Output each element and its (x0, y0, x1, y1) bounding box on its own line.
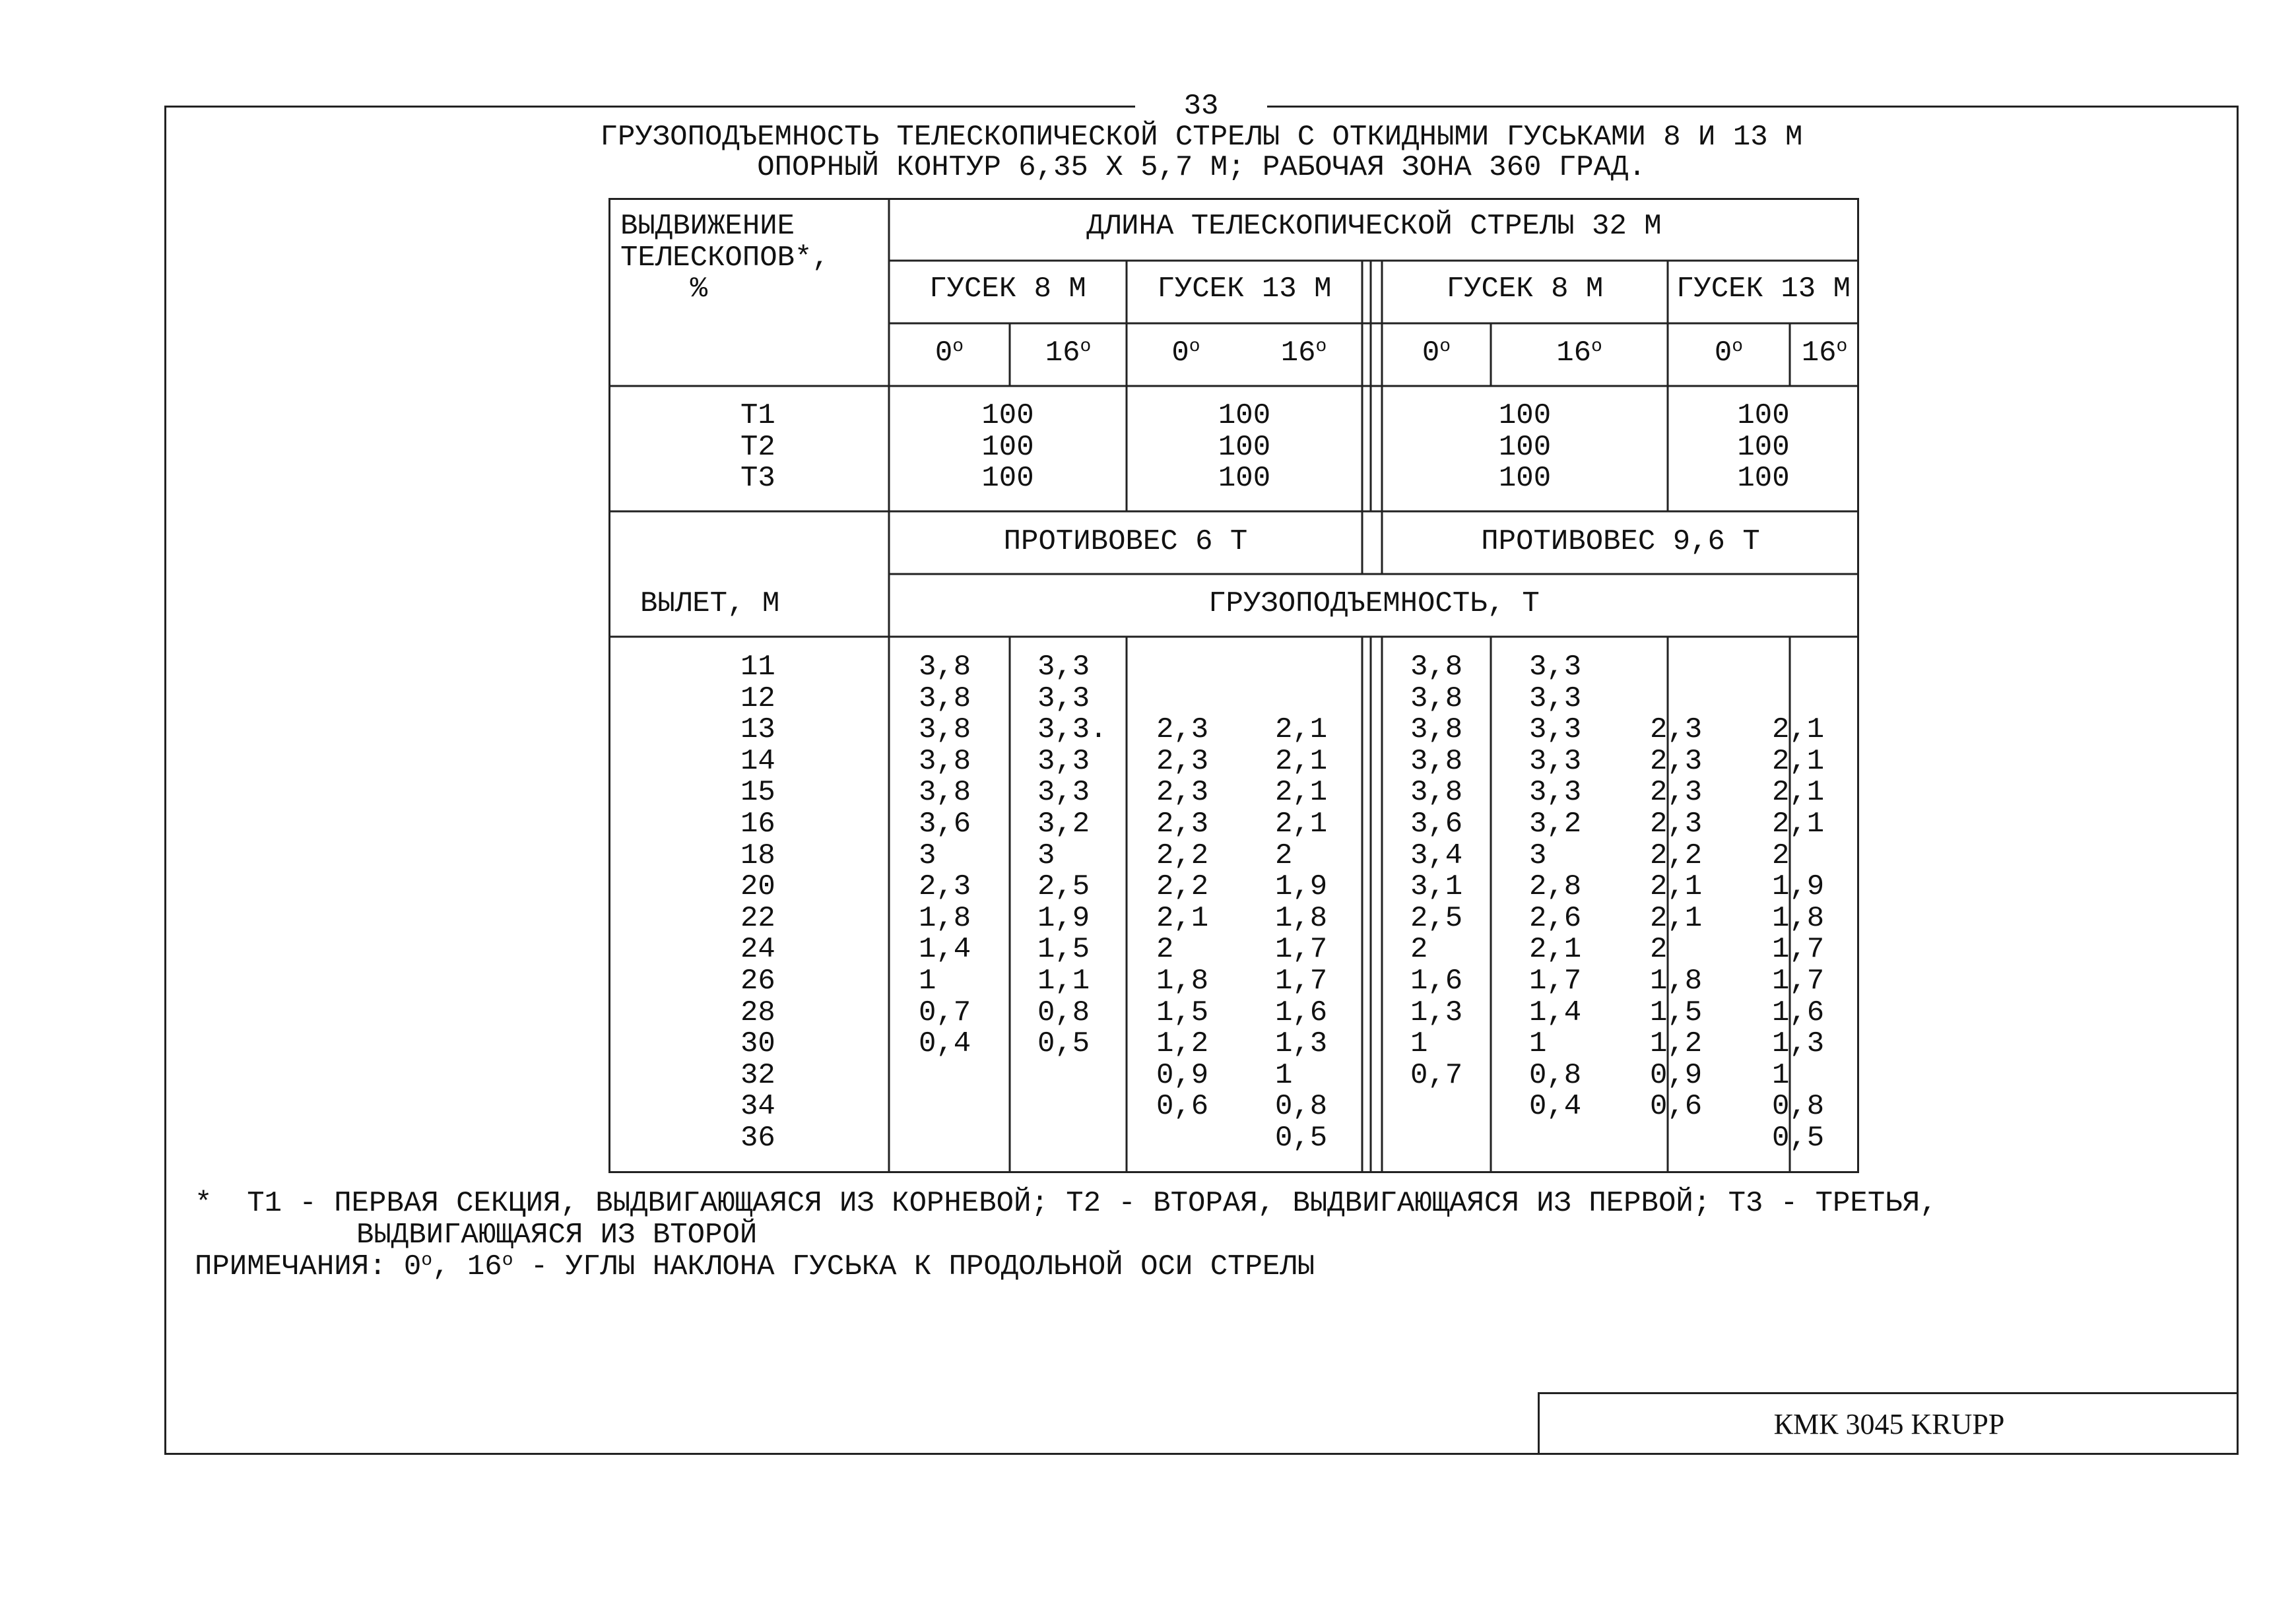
jib-8-label: ГУСЕК 8 М (929, 272, 1086, 305)
title-block-stamp: КМК 3045 KRUPP (1538, 1392, 2239, 1455)
extension-values: 100 100 100 (1737, 399, 1790, 496)
header-capacity: ГРУЗОПОДЪЕМНОСТЬ, Т (1208, 587, 1540, 620)
jib-8-label: ГУСЕК 8 М (1446, 272, 1604, 305)
extension-values: 100 100 100 (981, 399, 1034, 496)
angle-0: 0$^o$ (1714, 336, 1744, 369)
header-boom-length: ДЛИНА ТЕЛЕСКОПИЧЕСКОЙ СТРЕЛЫ 32 М (1086, 210, 1662, 243)
angle-16: 16$^o$ (1801, 336, 1848, 369)
radius-column: 11 12 13 14 15 16 18 20 22 24 26 28 30 32 34 36 (740, 651, 775, 1155)
jib-13-label: ГУСЕК 13 М (1676, 272, 1851, 305)
footnote-continuation: ВЫДВИГАЮЩАЯСЯ ИЗ ВТОРОЙ (356, 1219, 758, 1252)
extension-values: 100 100 100 (1218, 399, 1271, 496)
header-extension: ВЫДВИЖЕНИЕ ТЕЛЕСКОПОВ*, % (620, 210, 830, 306)
capacity-column-cw96-jib8-16deg: 3,3 3,3 3,3 3,3 3,3 3,2 3 2,8 2,6 2,1 1,7 1,4 1 0,8 0,4 (1529, 651, 1582, 1124)
capacity-column-cw96-jib8-0deg: 3,8 3,8 3,8 3,8 3,8 3,6 3,4 3,1 2,5 2 1,6 1,3 1 0,7 (1410, 651, 1463, 1092)
angle-16: 16$^o$ (1280, 336, 1327, 369)
jib-13-label: ГУСЕК 13 М (1157, 272, 1332, 305)
counterweight-6-label: ПРОТИВОВЕС 6 Т (1003, 525, 1248, 558)
document-subtitle: ОПОРНЫЙ КОНТУР 6,35 Х 5,7 М; РАБОЧАЯ ЗОНА 360 ГРАД. (757, 151, 1646, 184)
angle-16: 16$^o$ (1045, 336, 1092, 369)
capacity-column-cw6-jib8-0deg: 3,8 3,8 3,8 3,8 3,8 3,6 3 2,3 1,8 1,4 1 0,7 0,4 (919, 651, 971, 1061)
angle-0: 0$^o$ (935, 336, 964, 369)
capacity-column-cw96-jib13-16deg: 2,1 2,1 2,1 2,1 2 1,9 1,8 1,7 1,7 1,6 1,3 1 0,8 0,5 (1772, 713, 1825, 1155)
page-number: 33 (1135, 90, 1267, 123)
notes: ПРИМЕЧАНИЯ: 0$^o$, 16$^o$ - УГЛЫ НАКЛОНА ГУСЬКА К ПРОДОЛЬНОЙ ОСИ СТРЕЛЫ (195, 1250, 1315, 1283)
capacity-column-cw6-jib13-16deg: 2,1 2,1 2,1 2,1 2 1,9 1,8 1,7 1,7 1,6 1,3 1 0,8 0,5 (1275, 713, 1328, 1155)
angle-0: 0$^o$ (1422, 336, 1451, 369)
counterweight-9-6-label: ПРОТИВОВЕС 9,6 Т (1481, 525, 1760, 558)
footnote: * T1 - ПЕРВАЯ СЕКЦИЯ, ВЫДВИГАЮЩАЯСЯ ИЗ КОРНЕВОЙ; Т2 - ВТОРАЯ, ВЫДВИГАЮЩАЯСЯ ИЗ ПЕРВОЙ; Т3 - ТРЕТЬЯ, (195, 1187, 1938, 1220)
extension-values: 100 100 100 (1498, 399, 1552, 496)
capacity-column-cw96-jib13-0deg: 2,3 2,3 2,3 2,3 2,2 2,1 2,1 2 1,8 1,5 1,2 0,9 0,6 (1650, 713, 1703, 1124)
telescope-labels: T1 T2 T3 (740, 399, 775, 496)
angle-0: 0$^o$ (1171, 336, 1200, 369)
capacity-column-cw6-jib13-0deg: 2,3 2,3 2,3 2,3 2,2 2,2 2,1 2 1,8 1,5 1,2 0,9 0,6 (1156, 713, 1209, 1124)
angle-16: 16$^o$ (1556, 336, 1602, 369)
header-radius: ВЫЛЕТ, М (640, 587, 780, 620)
document-title: ГРУЗОПОДЪЕМНОСТЬ ТЕЛЕСКОПИЧЕСКОЙ СТРЕЛЫ С ОТКИДНЫМИ ГУСЬКАМИ 8 И 13 М (600, 121, 1803, 154)
capacity-column-cw6-jib8-16deg: 3,3 3,3 3,3. 3,3 3,3 3,2 3 2,5 1,9 1,5 1,1 0,8 0,5 (1037, 651, 1107, 1061)
load-chart-table (608, 198, 1859, 1173)
